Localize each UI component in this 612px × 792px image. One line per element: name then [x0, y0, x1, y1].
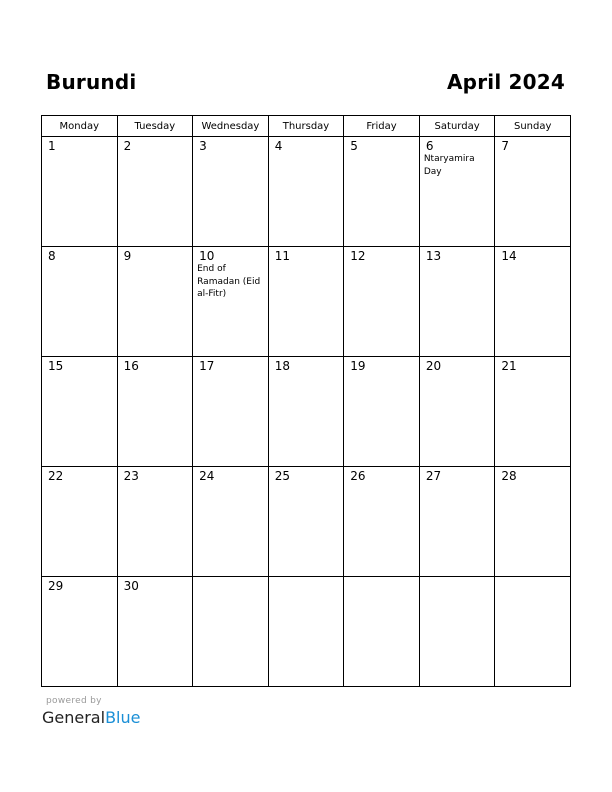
week-row — [42, 357, 571, 467]
brand-general: General — [42, 708, 106, 727]
day-number: 25 — [274, 469, 290, 483]
day-cell[interactable] — [495, 137, 571, 247]
day-number: 5 — [350, 139, 358, 153]
day-cell[interactable] — [268, 357, 344, 467]
day-cell[interactable] — [42, 137, 118, 247]
weekday-tuesday: Tuesday — [117, 116, 193, 137]
day-cell[interactable] — [193, 137, 269, 247]
day-number: 4 — [274, 139, 283, 153]
day-cell[interactable] — [193, 357, 269, 467]
brand-blue: Blue — [105, 708, 141, 727]
month-title: April 2024 — [447, 70, 565, 94]
day-cell[interactable] — [419, 247, 495, 357]
day-cell[interactable] — [495, 577, 571, 687]
holiday-label: End of Ramadan (Eid al-Fitr) — [197, 264, 261, 299]
day-cell[interactable] — [419, 357, 495, 467]
day-number: 10 — [199, 249, 215, 263]
day-number: 28 — [501, 469, 517, 483]
day-cell[interactable] — [42, 247, 118, 357]
day-number: 2 — [123, 139, 132, 153]
day-number: 3 — [199, 139, 207, 153]
day-cell[interactable] — [344, 137, 420, 247]
weekday-friday: Friday — [344, 116, 420, 137]
day-cell[interactable] — [42, 577, 118, 687]
day-number: 9 — [123, 249, 132, 263]
day-number: 12 — [350, 249, 366, 263]
weekday-thursday: Thursday — [268, 116, 344, 137]
day-number: 6 — [425, 139, 434, 153]
day-number: 15 — [48, 359, 64, 373]
day-number: 23 — [123, 469, 139, 483]
powered-by-label: powered by — [46, 696, 102, 706]
day-cell[interactable] — [344, 467, 420, 577]
day-number: 1 — [48, 139, 56, 153]
weekday-sunday: Sunday — [495, 116, 571, 137]
day-cell[interactable] — [495, 247, 571, 357]
day-cell[interactable] — [268, 577, 344, 687]
day-cell[interactable] — [344, 577, 420, 687]
brand-logo[interactable] — [42, 708, 140, 727]
day-cell[interactable] — [344, 247, 420, 357]
day-cell[interactable] — [495, 467, 571, 577]
week-row — [42, 577, 571, 687]
day-number: 13 — [425, 249, 442, 263]
day-number: 8 — [48, 249, 56, 263]
day-number: 17 — [199, 359, 215, 373]
day-cell[interactable] — [117, 577, 193, 687]
day-cell[interactable] — [268, 467, 344, 577]
day-cell[interactable] — [117, 137, 193, 247]
holiday-label: Ntaryamira Day — [423, 154, 475, 177]
day-cell[interactable] — [193, 247, 269, 357]
day-cell[interactable] — [268, 247, 344, 357]
day-number: 30 — [123, 579, 139, 593]
day-number: 14 — [501, 249, 517, 263]
day-number: 29 — [48, 579, 64, 593]
day-cell[interactable] — [495, 357, 571, 467]
day-cell[interactable] — [42, 467, 118, 577]
day-cell[interactable] — [419, 577, 495, 687]
day-cell[interactable] — [419, 137, 495, 247]
country-title: Burundi — [46, 70, 137, 94]
day-cell[interactable] — [42, 357, 118, 467]
day-number: 20 — [425, 359, 442, 373]
day-cell[interactable] — [268, 137, 344, 247]
day-number: 11 — [274, 249, 290, 263]
day-cell[interactable] — [344, 357, 420, 467]
day-cell[interactable] — [117, 247, 193, 357]
weekday-monday: Monday — [42, 116, 118, 137]
day-number: 26 — [350, 469, 366, 483]
day-number: 27 — [425, 469, 442, 483]
day-number: 24 — [199, 469, 215, 483]
day-cell[interactable] — [419, 467, 495, 577]
calendar-grid — [41, 115, 571, 687]
weekday-header-row — [42, 116, 571, 137]
weekday-wednesday: Wednesday — [193, 116, 269, 137]
day-number: 7 — [501, 139, 510, 153]
day-number: 21 — [501, 359, 517, 373]
day-cell[interactable] — [193, 577, 269, 687]
week-row — [42, 467, 571, 577]
week-row — [42, 137, 571, 247]
week-row — [42, 247, 571, 357]
day-number: 16 — [123, 359, 139, 373]
day-cell[interactable] — [117, 467, 193, 577]
day-number: 19 — [350, 359, 366, 373]
day-number: 22 — [48, 469, 64, 483]
day-number: 18 — [274, 359, 290, 373]
day-cell[interactable] — [193, 467, 269, 577]
weekday-saturday: Saturday — [419, 116, 495, 137]
day-cell[interactable] — [117, 357, 193, 467]
